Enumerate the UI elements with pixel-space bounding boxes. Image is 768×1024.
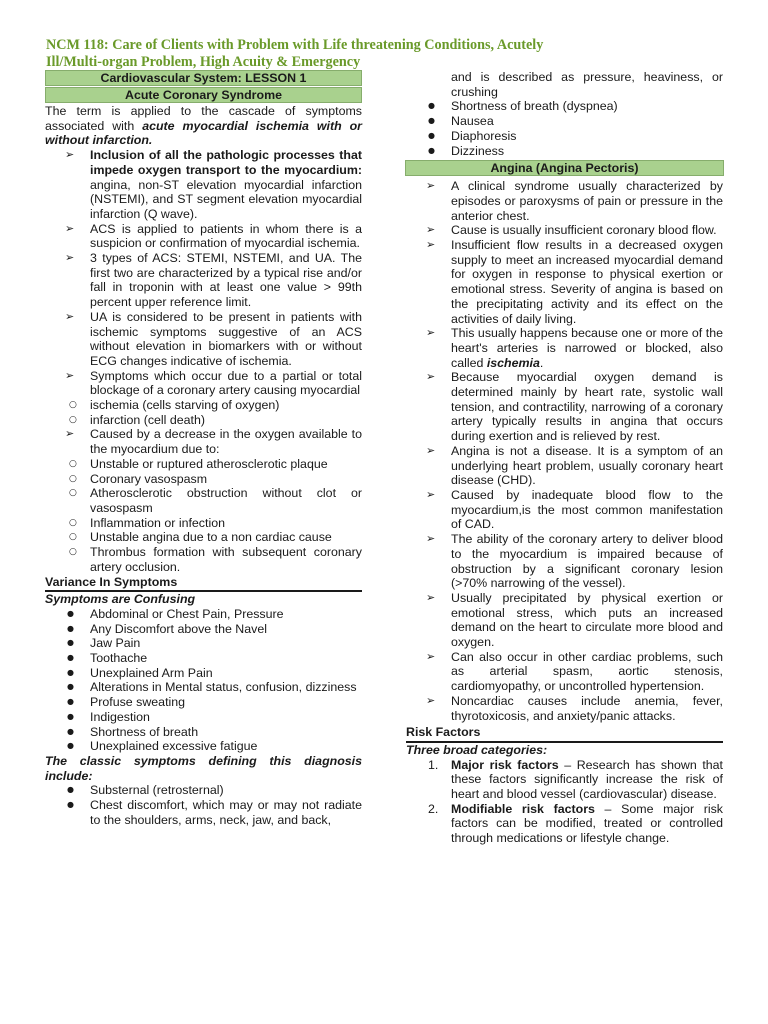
list-item-bold: Modifiable risk factors bbox=[451, 801, 595, 816]
angina-list bbox=[406, 179, 723, 723]
list-item: ➢ 3 types of ACS: STEMI, NSTEMI, and UA. The first two are characterized by a typical rise and/or fall in troponin with at least one value > 99th percent upper reference limit. bbox=[45, 251, 362, 310]
list-item-text: . bbox=[539, 355, 544, 370]
list-item: ● Indigestion bbox=[45, 710, 362, 725]
sub-list-item: ○ infarction (cell death) bbox=[45, 413, 362, 428]
list-item: ➢ Usually precipitated by physical exertion or emotional stress, which puts an increased demand on the heart to circulate more blood and oxygen. bbox=[406, 591, 723, 650]
list-item: ➢ Noncardiac causes include anemia, fever, thyrotoxicosis, and anxiety/panic attacks. bbox=[406, 694, 723, 723]
acs-intro bbox=[45, 104, 362, 148]
list-item: ➢ A clinical syndrome usually characterized by episodes or paroxysms of pain or pressure in the anterior chest. bbox=[406, 179, 723, 223]
list-item: ➢ Cause is usually insufficient coronary blood flow. bbox=[406, 223, 723, 238]
angina-band: Angina (Angina Pectoris) bbox=[405, 160, 724, 176]
list-item: ● Unexplained excessive fatigue bbox=[45, 739, 362, 754]
continued-list bbox=[406, 99, 723, 158]
list-item: ➢ Angina is not a disease. It is a symptom of an underlying heart problem, usually coronary heart disease (CHD). bbox=[406, 444, 723, 488]
sub-list-item: ○ Atherosclerotic obstruction without clot or vasospasm bbox=[45, 486, 362, 515]
header-line-2: Ill/Multi-organ Problem, High Acuity & Emergency bbox=[46, 54, 361, 70]
list-item: ● Toothache bbox=[45, 651, 362, 666]
list-item-bold: Inclusion of all the pathologic processes that impede oxygen transport to the myocardium: bbox=[90, 148, 362, 177]
confusing-title: Symptoms are Confusing bbox=[45, 592, 196, 607]
list-item-text: Caused by a decrease in the oxygen available to the myocardium due to: bbox=[90, 427, 362, 457]
risk-title: Risk Factors bbox=[406, 725, 481, 740]
list-item: ➢ The ability of the coronary artery to deliver blood to the myocardium is impaired because of obstruction by a significant coronary lesion (>70% narrowing of the vessel). bbox=[406, 532, 723, 591]
list-item: ● Shortness of breath (dyspnea) bbox=[406, 99, 723, 114]
confusing-list bbox=[45, 607, 362, 754]
list-item-emphasis: ischemia bbox=[486, 355, 540, 370]
list-item: ● Nausea bbox=[406, 114, 723, 129]
list-number: 1. bbox=[428, 757, 439, 772]
list-item-text: angina, non-ST elevation myocardial infarction (NSTEMI), and ST segment elevation myocardial infarction (Q wave). bbox=[90, 177, 362, 221]
lesson-band: Cardiovascular System: LESSON 1 bbox=[45, 70, 362, 86]
classic-title: The classic symptoms defining this diagnosis include: bbox=[45, 753, 362, 783]
list-item: ➢ Insufficient flow results in a decreased oxygen supply to meet an increased myocardial demand for oxygen in response to physical exertion or emotional stress. Severity of angina is based on the precipitating activity and its effect on the activities of daily living. bbox=[406, 238, 723, 326]
sub-list-item: ○ Coronary vasospasm bbox=[45, 472, 362, 487]
header-line-1: NCM 118: Care of Clients with Problem with Life threatening Conditions, Acutely bbox=[46, 37, 544, 53]
list-item: ● Profuse sweating bbox=[45, 695, 362, 710]
acs-list bbox=[45, 148, 362, 574]
variance-title: Variance In Symptoms bbox=[45, 574, 178, 589]
list-item bbox=[45, 148, 362, 222]
list-item-text: This usually happens because one or more of the heart's arteries is narrowed or blocked, also called bbox=[451, 326, 723, 370]
list-item: ● Chest discomfort, which may or may not radiate to the shoulders, arms, neck, jaw, and back, bbox=[45, 798, 362, 827]
list-item: ● Alterations in Mental status, confusion, dizziness bbox=[45, 680, 362, 695]
broad-title: Three broad categories: bbox=[406, 742, 548, 757]
right-column bbox=[406, 70, 723, 846]
list-item bbox=[45, 427, 362, 574]
list-item: ● Unexplained Arm Pain bbox=[45, 666, 362, 681]
list-item: ➢ UA is considered to be present in patients with ischemic symptoms suggestive of an ACS without elevation in biomarkers with or without ECG changes indicative of ischemia. bbox=[45, 310, 362, 369]
list-item bbox=[45, 369, 362, 428]
list-item: ● Abdominal or Chest Pain, Pressure bbox=[45, 607, 362, 622]
sub-list-item: ○ Inflammation or infection bbox=[45, 516, 362, 531]
continued-text: and is described as pressure, heaviness, or crushing bbox=[451, 70, 723, 99]
list-number: 2. bbox=[428, 801, 439, 816]
list-item: ➢ ACS is applied to patients in whom there is a suspicion or confirmation of myocardial ischemia. bbox=[45, 222, 362, 251]
list-item-text: Symptoms which occur due to a partial or total blockage of a coronary artery causing myocardial bbox=[90, 368, 362, 398]
acs-intro-text: The term is applied to the cascade of symptoms associated with bbox=[45, 104, 362, 133]
list-item bbox=[406, 758, 723, 802]
list-item: ● Dizziness bbox=[406, 144, 723, 159]
left-column bbox=[45, 70, 362, 827]
list-item-text: – Some major risk factors can be modified, treated or controlled through medications or lifestyle change. bbox=[451, 801, 723, 846]
acs-band: Acute Coronary Syndrome bbox=[45, 87, 362, 103]
list-item: ➢ Caused by inadequate blood flow to the myocardium,is the most common manifestation of CAD. bbox=[406, 488, 723, 532]
sub-list-item: ○ Unstable angina due to a non cardiac cause bbox=[45, 530, 362, 545]
list-item bbox=[406, 802, 723, 846]
sub-list bbox=[45, 457, 362, 575]
list-item: ● Shortness of breath bbox=[45, 725, 362, 740]
list-item: ● Substernal (retrosternal) bbox=[45, 783, 362, 798]
list-item: ➢ Can also occur in other cardiac problems, such as arterial spasm, aortic stenosis, cardiomyopathy, or uncontrolled hypertension. bbox=[406, 650, 723, 694]
sub-list-item: ○ Thrombus formation with subsequent coronary artery occlusion. bbox=[45, 545, 362, 574]
list-item-text: – Research has shown that these factors significantly increase the risk of heart and blood vessel (cardiovascular) disease. bbox=[451, 757, 723, 802]
sub-list-item: ○ ischemia (cells starving of oxygen) bbox=[45, 398, 362, 413]
risk-list bbox=[406, 758, 723, 846]
acs-intro-emphasis: acute myocardial ischemia with or without infarction. bbox=[45, 118, 363, 148]
list-item bbox=[406, 326, 723, 370]
list-item: ● Diaphoresis bbox=[406, 129, 723, 144]
list-item: ● Jaw Pain bbox=[45, 636, 362, 651]
sub-list bbox=[45, 398, 362, 427]
sub-list-item: ○ Unstable or ruptured atherosclerotic plaque bbox=[45, 457, 362, 472]
list-item: ➢ Because myocardial oxygen demand is determined mainly by heart rate, systolic wall tension, and contractility, narrowing of a coronary artery typically results in angina that occurs during exertion and is relieved by rest. bbox=[406, 370, 723, 444]
document-header bbox=[46, 37, 736, 71]
list-item: ● Any Discomfort above the Navel bbox=[45, 622, 362, 637]
list-item-bold: Major risk factors bbox=[451, 757, 559, 772]
classic-list bbox=[45, 783, 362, 827]
